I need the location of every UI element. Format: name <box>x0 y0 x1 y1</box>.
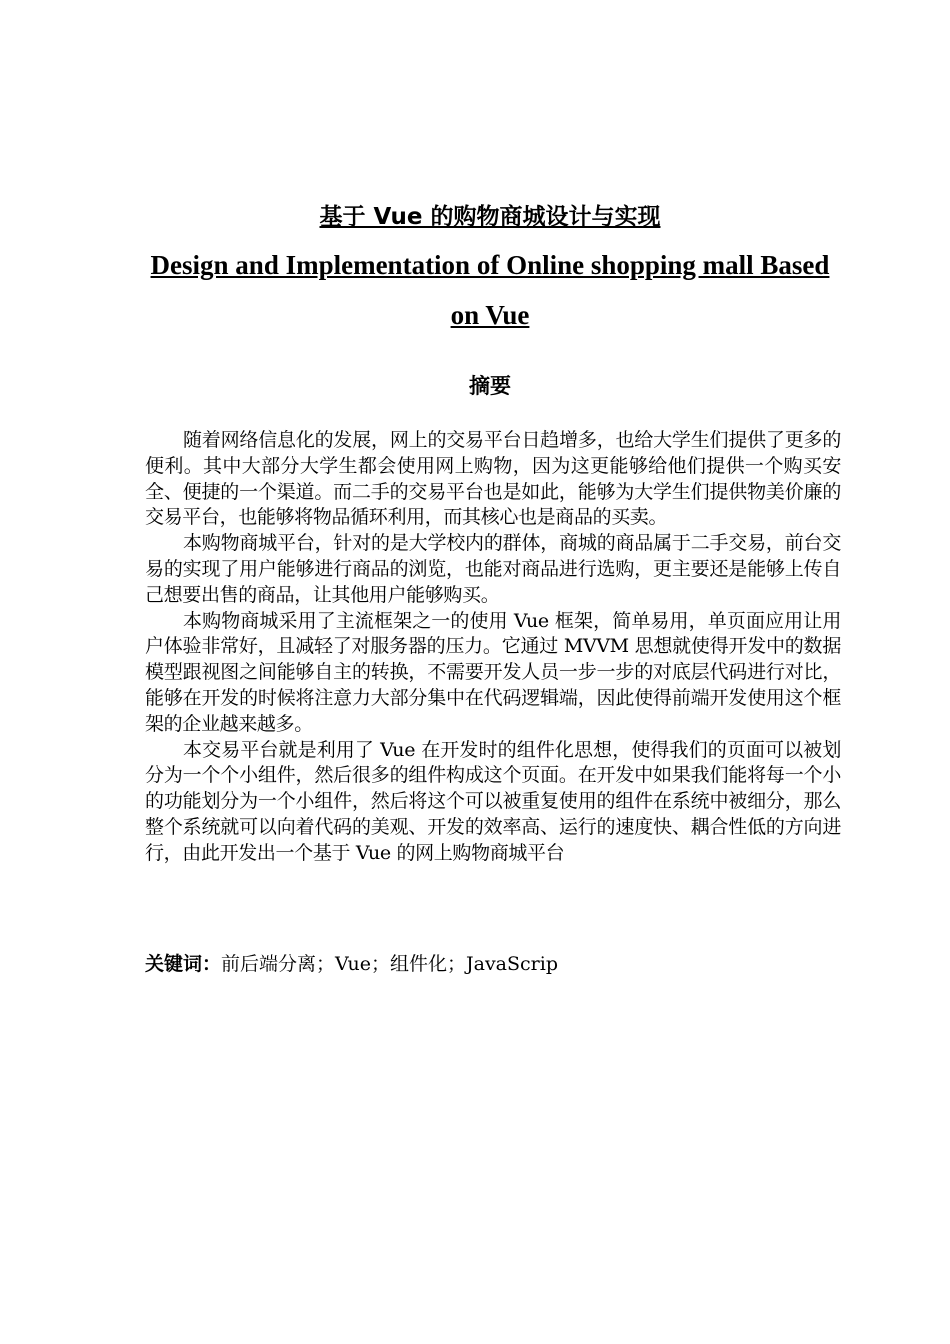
abstract-body <box>145 428 841 867</box>
abstract-paragraph: 本交易平台就是利用了 Vue 在开发时的组件化思想，使得我们的页面可以被划分为一个个小组件，然后很多的组件构成这个页面。在开发中如果我们能将每一个小的功能划分为一个小组件，然后将这个可以被重复使用的组件在系统中被细分，那么整个系统就可以向着代码的美观、开发的效率高、运行的速度快、耦合性低的方向进行，由此开发出一个基于 Vue 的网上购物商城平台 <box>145 738 841 864</box>
keywords-line <box>145 950 845 978</box>
keywords-label: 关键词： <box>145 953 222 975</box>
abstract-paragraph: 随着网络信息化的发展，网上的交易平台日趋增多，也给大学生们提供了更多的便利。其中大部分大学生都会使用网上购物，因为这更能够给他们提供一个购买安全、便捷的一个渠道。而二手的交易平台也是如此，能够为大学生们提供物美价廉的交易平台，也能够将物品循环利用，而其核心也是商品的买卖。 <box>145 429 841 529</box>
abstract-paragraph: 本购物商城平台，针对的是大学校内的群体，商城的商品属于二手交易，前台交易的实现了用户能够进行商品的浏览，也能对商品进行选购，更主要还是能够上传自己想要出售的商品，让其他用户能够购买。 <box>145 532 841 606</box>
english-title-text: Design and Implementation of Online shopping mall Based on Vue <box>150 250 830 330</box>
chinese-title: 基于 Vue 的购物商城设计与实现 <box>319 204 661 230</box>
english-title <box>140 240 840 340</box>
keywords-value: 前后端分离；Vue；组件化；JavaScrip <box>221 953 558 975</box>
abstract-heading: 摘要 <box>469 374 511 398</box>
abstract-paragraph: 本购物商城采用了主流框架之一的使用 Vue 框架，简单易用，单页面应用让用户体验非常好，且减轻了对服务器的压力。它通过 MVVM 思想就使得开发中的数据模型跟视图之间能够自主的转换，不需要开发人员一步一步的对底层代码进行对比，能够在开发的时候将注意力大部分集中在代码逻辑端，因此使得前端开发使用这个框架的企业越来越多。 <box>145 609 841 735</box>
